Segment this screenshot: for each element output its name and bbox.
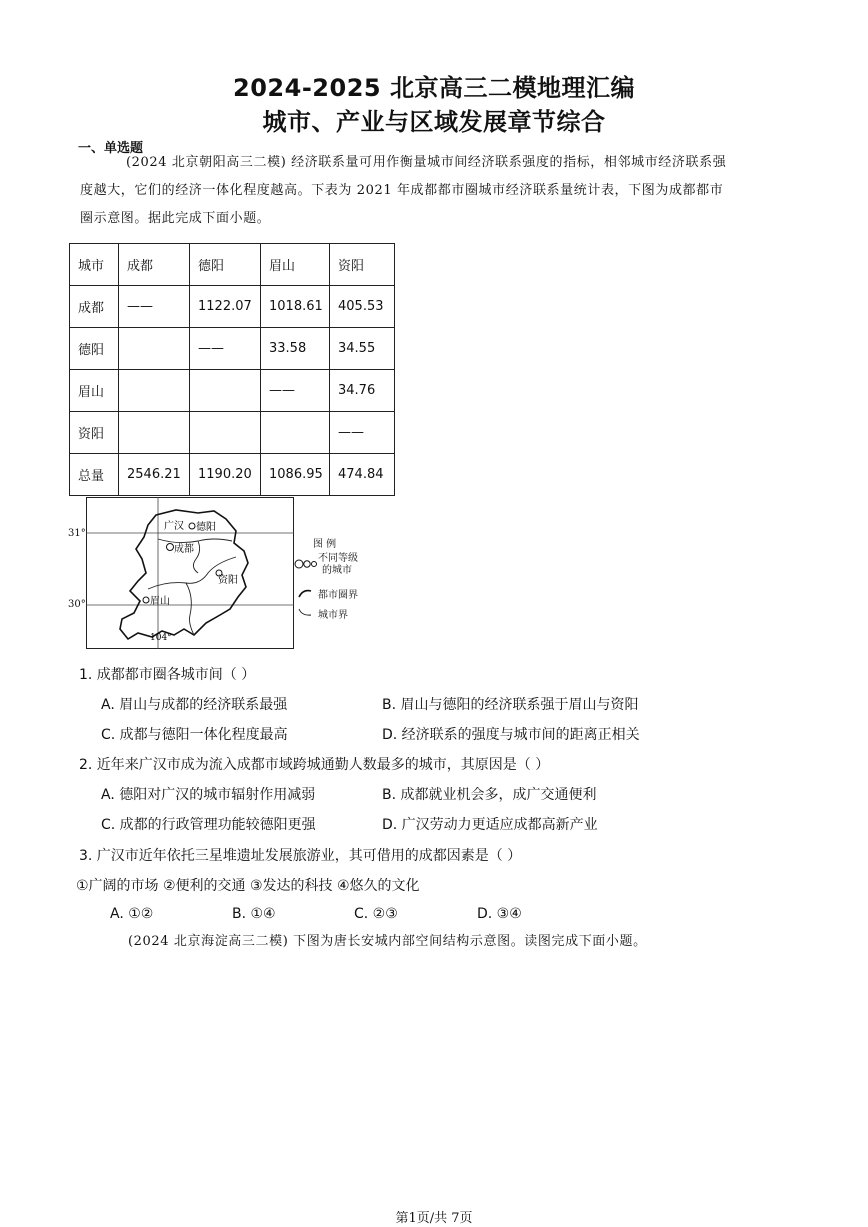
table-cell: 474.84 xyxy=(330,454,395,496)
table-cell: 34.55 xyxy=(330,328,395,370)
question-2-option-a: A. 德阳对广汉的城市辐射作用减弱 xyxy=(101,787,316,803)
intro-paragraph xyxy=(80,149,792,233)
table-cell: —— xyxy=(119,286,190,328)
city-boundary-icon xyxy=(298,607,312,617)
question-2-option-d: D. 广汉劳动力更适应成都高新产业 xyxy=(382,817,598,833)
table-row xyxy=(70,454,395,496)
question-3-option-d: D. ③④ xyxy=(477,906,522,922)
table-row xyxy=(70,328,395,370)
table-header-cell: 城市 xyxy=(70,244,119,286)
question-2-option-c: C. 成都的行政管理功能较德阳更强 xyxy=(101,817,316,833)
legend-metro-boundary: 都市圈界 xyxy=(318,590,358,601)
document-subtitle: 城市、产业与区域发展章节综合 xyxy=(262,108,606,136)
question-3-stem: 3. 广汉市近年依托三星堆遗址发展旅游业，其可借用的成都因素是（ ） xyxy=(79,848,522,864)
page-footer: 第1页/共 7页 xyxy=(395,1211,473,1226)
table-cell: 34.76 xyxy=(330,370,395,412)
question-1-option-c: C. 成都与德阳一体化程度最高 xyxy=(101,727,288,743)
chengdu-label: 成都 xyxy=(174,544,194,555)
table-cell: 1018.61 xyxy=(261,286,330,328)
latitude-30-label: 30° xyxy=(68,599,86,610)
table-cell: 2546.21 xyxy=(119,454,190,496)
intro-line2: 度越大，它们的经济一体化程度越高。下表为 2021 年成都都市圈城市经济联系量统计表，下图为成都都市 xyxy=(80,183,724,198)
deyang-label: 德阳 xyxy=(196,522,216,533)
table-header-cell: 德阳 xyxy=(190,244,261,286)
question-1-option-a: A. 眉山与成都的经济联系最强 xyxy=(101,697,288,713)
table-cell: 405.53 xyxy=(330,286,395,328)
latitude-31-label: 31° xyxy=(68,528,86,539)
economic-linkage-table xyxy=(69,243,395,496)
table-header-cell: 眉山 xyxy=(261,244,330,286)
table-cell: 1122.07 xyxy=(190,286,261,328)
table-cell xyxy=(190,370,261,412)
question-2-stem: 2. 近年来广汉市成为流入成都市域跨城通勤人数最多的城市，其原因是（ ） xyxy=(79,757,550,773)
table-cell: 33.58 xyxy=(261,328,330,370)
table-cell: 总量 xyxy=(70,454,119,496)
guanghan-label: 广汉 xyxy=(164,521,184,532)
chengdu-metro-map xyxy=(86,497,294,649)
table-cell: —— xyxy=(261,370,330,412)
table-row xyxy=(70,286,395,328)
table-cell: —— xyxy=(330,412,395,454)
legend-cities-line1: 不同等级 xyxy=(318,553,358,564)
question-3-option-c: C. ②③ xyxy=(354,906,398,922)
question-1-stem: 1. 成都都市圈各城市间（ ） xyxy=(79,667,256,683)
city-levels-icon xyxy=(294,559,318,569)
metro-boundary-icon xyxy=(298,588,312,598)
meishan-label: 眉山 xyxy=(150,596,170,607)
table-cell xyxy=(119,412,190,454)
question-3-option-a: A. ①② xyxy=(110,906,154,922)
intro-source: (2024 北京朝阳高三二模) xyxy=(126,155,287,170)
table-header-cell: 资阳 xyxy=(330,244,395,286)
table-cell xyxy=(119,328,190,370)
table-cell xyxy=(261,412,330,454)
table-cell: 德阳 xyxy=(70,328,119,370)
table-cell xyxy=(119,370,190,412)
table-cell: 眉山 xyxy=(70,370,119,412)
question-3-option-b: B. ①④ xyxy=(232,906,276,922)
chengdu-city-marker xyxy=(167,544,174,551)
question-2-option-b: B. 成都就业机会多，成广交通便利 xyxy=(382,787,597,803)
table-cell: 资阳 xyxy=(70,412,119,454)
legend-city-boundary: 城市界 xyxy=(318,610,348,621)
table-header-cell: 成都 xyxy=(119,244,190,286)
table-cell: 1190.20 xyxy=(190,454,261,496)
intro-line3: 圈示意图。据此完成下面小题。 xyxy=(80,211,271,226)
ziyang-label: 资阳 xyxy=(218,575,238,586)
legend-cities xyxy=(318,553,358,577)
table-cell xyxy=(190,412,261,454)
longitude-label: 104° xyxy=(150,633,172,643)
legend-cities-line2: 的城市 xyxy=(322,565,352,576)
section-heading: 一、单选题 xyxy=(78,141,144,156)
table-cell: —— xyxy=(190,328,261,370)
table-cell: 1086.95 xyxy=(261,454,330,496)
table-row xyxy=(70,370,395,412)
intro-line1: 经济联系量可用作衡量城市间经济联系强度的指标，相邻城市经济联系强 xyxy=(291,155,727,170)
document-title: 2024-2025 北京高三二模地理汇编 xyxy=(233,74,635,102)
question-1-option-b: B. 眉山与德阳的经济联系强于眉山与资阳 xyxy=(382,697,639,713)
table-header-row xyxy=(70,244,395,286)
table-cell: 成都 xyxy=(70,286,119,328)
legend-title: 图 例 xyxy=(313,539,337,550)
meishan-city-marker xyxy=(143,597,149,603)
question-3-items: ①广阔的市场 ②便利的交通 ③发达的科技 ④悠久的文化 xyxy=(76,878,420,894)
table-row xyxy=(70,412,395,454)
next-group-intro: (2024 北京海淀高三二模) 下图为唐长安城内部空间结构示意图。读图完成下面小题。 xyxy=(128,934,647,949)
deyang-city-marker xyxy=(189,523,195,529)
question-1-option-d: D. 经济联系的强度与城市间的距离正相关 xyxy=(382,727,640,743)
